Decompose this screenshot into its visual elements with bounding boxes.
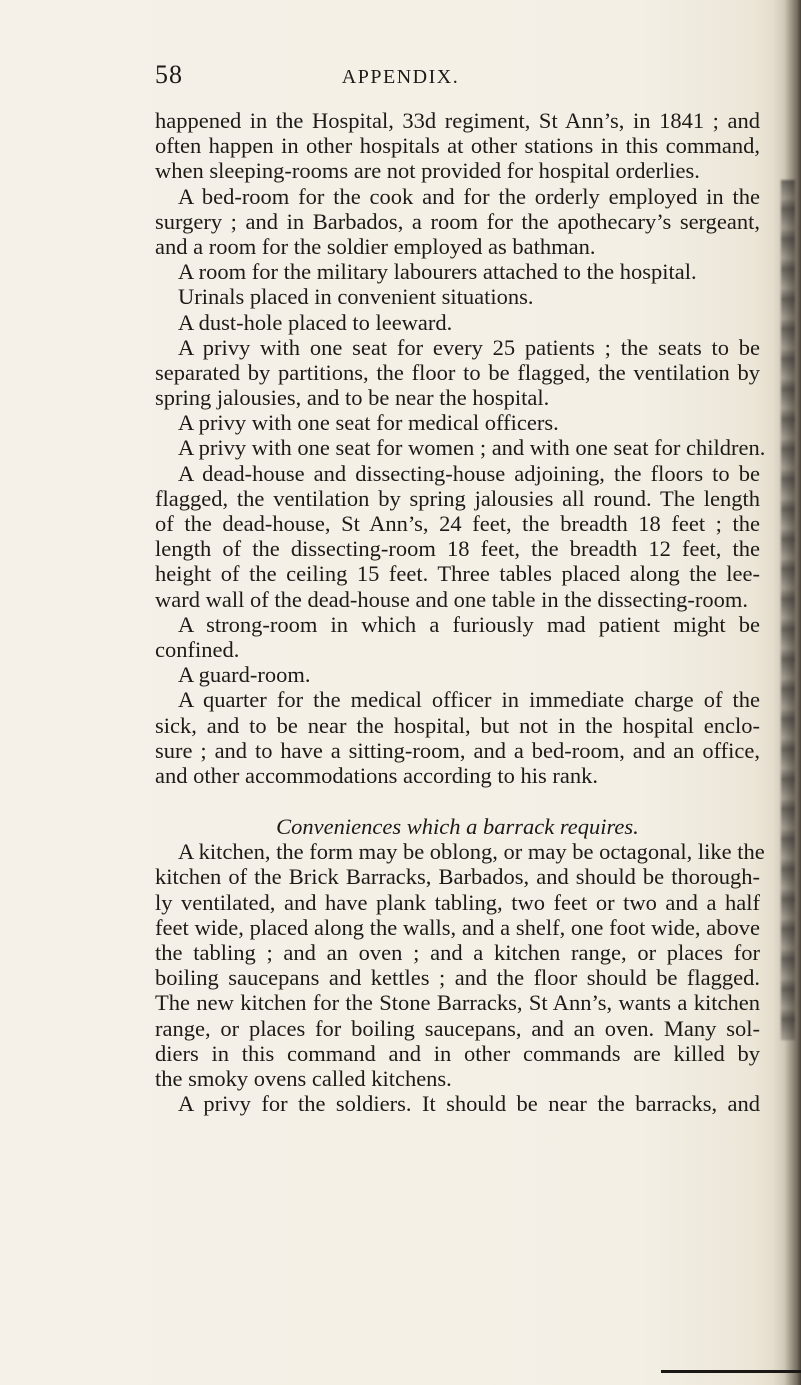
- text-line: of the dead-house, St Ann’s, 24 feet, the breadth 18 feet ; the: [155, 511, 760, 536]
- text-line: surgery ; and in Barbados, a room for the apothecary’s sergeant,: [155, 208, 760, 234]
- text-line: A privy for the soldiers. It should be near the barracks, and: [178, 1091, 760, 1117]
- running-head: APPENDIX.: [341, 66, 460, 88]
- text-line: flagged, the ventilation by spring jalousies all round. The length: [155, 485, 760, 511]
- text-line: kitchen of the Brick Barracks, Barbados, and should be thorough-: [155, 864, 760, 890]
- text-line: length of the dissecting-room 18 feet, the breadth 12 feet, the: [155, 536, 760, 562]
- body-text: [155, 108, 766, 1117]
- text-line: Urinals placed in convenient situations.: [178, 284, 534, 310]
- text-line: the tabling ; and an oven ; and a kitchen range, or places for: [155, 940, 760, 965]
- text-line: and a room for the soldier employed as bathman.: [155, 233, 596, 259]
- text-line: A privy with one seat for medical officers.: [178, 410, 559, 436]
- text-line: A kitchen, the form may be oblong, or may be octagonal, like the: [178, 839, 765, 865]
- text-line: range, or places for boiling saucepans, and an oven. Many sol-: [155, 1015, 760, 1041]
- page-header: [0, 60, 801, 94]
- text-line: A dead-house and dissecting-house adjoining, the floors to be: [178, 460, 760, 486]
- text-line: A bed-room for the cook and for the orderly employed in the: [178, 183, 760, 209]
- text-line: A strong-room in which a furiously mad patient might be: [178, 611, 760, 637]
- text-line: happened in the Hospital, 33d regiment, St Ann’s, in 1841 ; and: [155, 108, 760, 133]
- text-line: when sleeping-rooms are not provided for hospital orderlies.: [155, 158, 700, 184]
- text-line: feet wide, placed along the walls, and a shelf, one foot wide, above: [155, 914, 760, 940]
- text-line: ward wall of the dead-house and one table in the dissecting-room.: [155, 586, 748, 612]
- text-line: A privy with one seat for women ; and with one seat for children.: [178, 435, 766, 461]
- text-line: A dust-hole placed to leeward.: [178, 309, 453, 335]
- page-number: 58: [155, 60, 183, 89]
- text-line: ly ventilated, and have plank tabling, two feet or two and a half: [155, 889, 760, 915]
- text-line: sure ; and to have a sitting-room, and a bed-room, and an office,: [155, 737, 760, 763]
- text-line: A quarter for the medical officer in immediate charge of the: [178, 687, 760, 713]
- bottom-edge-mark: [661, 1370, 801, 1373]
- text-line: height of the ceiling 15 feet. Three tables placed along the lee-: [155, 561, 760, 587]
- text-line: and other accommodations according to his rank.: [155, 762, 598, 788]
- text-line: separated by partitions, the floor to be flagged, the ventilation by: [155, 359, 760, 385]
- text-line: A guard-room.: [178, 662, 311, 688]
- text-line: the smoky ovens called kitchens.: [155, 1065, 452, 1091]
- text-line: diers in this command and in other commands are killed by: [155, 1040, 760, 1066]
- text-line: sick, and to be near the hospital, but not in the hospital enclo-: [155, 712, 760, 738]
- text-line: often happen in other hospitals at other stations in this command,: [155, 133, 760, 159]
- text-line: spring jalousies, and to be near the hospital.: [155, 385, 550, 411]
- binding-edge: [781, 180, 795, 1040]
- text-line: A privy with one seat for every 25 patients ; the seats to be: [178, 334, 760, 360]
- text-line: A room for the military labourers attached to the hospital.: [178, 259, 697, 285]
- text-line: The new kitchen for the Stone Barracks, St Ann’s, wants a kitchen: [155, 990, 760, 1016]
- text-line: boiling saucepans and kettles ; and the floor should be flagged.: [155, 965, 760, 991]
- section-heading: Conveniences which a barrack requires.: [276, 814, 639, 840]
- text-line: confined.: [155, 636, 240, 662]
